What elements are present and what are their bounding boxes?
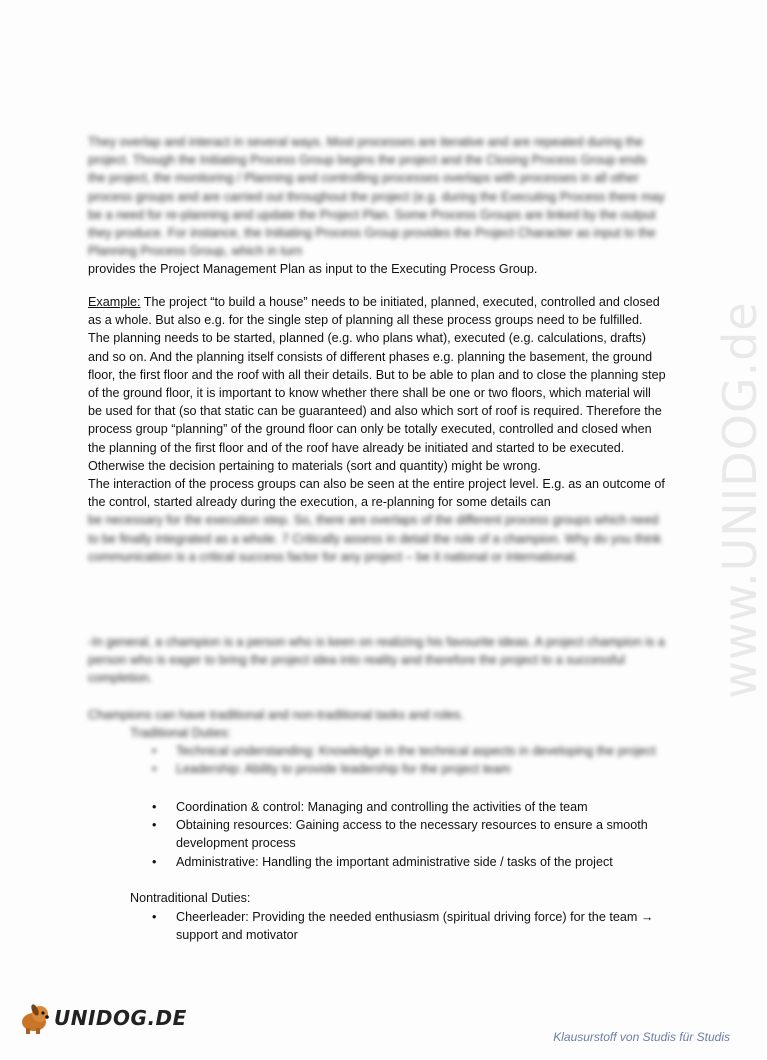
list-item-text: Coordination & control: Managing and controlling the activities of the team <box>176 800 588 814</box>
unidog-logo <box>18 1000 187 1036</box>
cheerleader-tail: support and motivator <box>176 928 298 943</box>
bullet-glyph: • <box>152 818 157 833</box>
example-text: The project “to build a house” needs to be initiated, planned, executed, controlled and closed as a whole. But also e.g. for the single step of planning all these process groups need to be fulfilled. The planning needs to be started, planned (e.g. who plans what), executed (e.g. calculations, drafts) and so on. And the planning itself consists of different phases e.g. planning the basement, the ground floor, the first floor and the roof with all their details. But to be able to plan and to close the planning step of the ground floor, it is important to know whether there shall be one or two floors, which material will be used for that (so that static can be guaranteed) and also which sort of roof is required. Therefore the process group “planning” of the ground floor can only be totally executed, controlled and closed when the planning of the first floor and of the roof have already be initiated and started to be executed. Otherwise the decision pertaining to materials (sort and quantity) might be wrong. <box>88 295 666 473</box>
bullet-glyph: • <box>152 744 157 758</box>
bullet-glyph: • <box>152 800 157 814</box>
watermark <box>713 270 767 730</box>
watermark-text: www.UNIDOG.de <box>713 301 767 699</box>
dog-icon <box>18 1000 54 1036</box>
interaction-blurred-text: be necessary for the execution step. So, there are overlaps of the different process groups which need to be finally integrated as a whole. 7 Critically assess in detail the role of a champion. Why do you think communication is a critical success factor for any project – be it national or international. <box>88 513 662 564</box>
list-item <box>150 742 665 760</box>
footer-tagline: Klausurstoff von Studis für Studis <box>553 1030 730 1044</box>
list-item-text: Leadership: Ability to provide leadership for the project team <box>176 762 511 777</box>
arrow-icon: → <box>640 910 654 924</box>
blurred-bullet-list <box>150 742 665 778</box>
list-item <box>150 760 665 778</box>
champion-text: -In general, a champion is a person who is keen on realizing his favourite ideas. A project champion is a person who is eager to bring the project idea into reality and therefore the project to a successful completion. <box>88 635 665 686</box>
clear-bullet-list <box>150 798 665 871</box>
list-item-text: Administrative: Handling the important administrative side / tasks of the project <box>176 854 613 869</box>
nontraditional-bullet-list <box>150 908 665 944</box>
paragraph-champion <box>88 633 666 688</box>
paragraph-clear-text: provides the Project Management Plan as input to the Executing Process Group. <box>88 262 538 277</box>
traditional-heading: Traditional Duties: <box>130 726 232 740</box>
list-item-text: Technical understanding: Knowledge in the technical aspects in developing the project <box>176 744 656 758</box>
paragraph-example <box>88 293 666 566</box>
bullet-glyph: • <box>152 762 157 777</box>
roles-text: Champions can have traditional and non-traditional tasks and roles. <box>88 708 464 722</box>
list-item <box>150 816 665 852</box>
list-item <box>150 853 665 871</box>
list-item <box>150 908 665 944</box>
paragraph-blurred-text: They overlap and interact in several ways. Most processes are iterative and are repeated during the project. Though the Initiating Process Group begins the project and the Closing Process Group ends the project, the monitoring / Planning and controlling processes overlaps with processes in all other process groups and are carried out throughout the project (e.g. during the Executing Process there may be a need for re-planning and update the Project Plan. Some Process Groups are linked by the output they produce. For instance, the Initiating Process Group provides the Project Character as input to the Planning Process Group, which in turn <box>88 135 665 259</box>
cheerleader-text: Cheerleader: Providing the needed enthusiasm (spiritual driving force) for the team <box>176 910 638 924</box>
bullet-glyph: • <box>152 854 157 869</box>
paragraph-process-groups <box>88 133 666 279</box>
bullet-glyph: • <box>152 910 157 924</box>
example-label: Example: <box>88 295 141 309</box>
list-item <box>150 798 665 816</box>
paragraph-roles <box>88 706 666 724</box>
interaction-text: The interaction of the process groups can also be seen at the entire project level. E.g. as an outcome of the control, started already during the execution, a re-planning for some details can <box>88 477 665 510</box>
nontraditional-heading: Nontraditional Duties: <box>130 891 251 905</box>
list-item-text: Obtaining resources: Gaining access to the necessary resources to ensure a smooth development process <box>176 818 648 851</box>
logo-text: UNIDOG.DE <box>54 1006 187 1030</box>
